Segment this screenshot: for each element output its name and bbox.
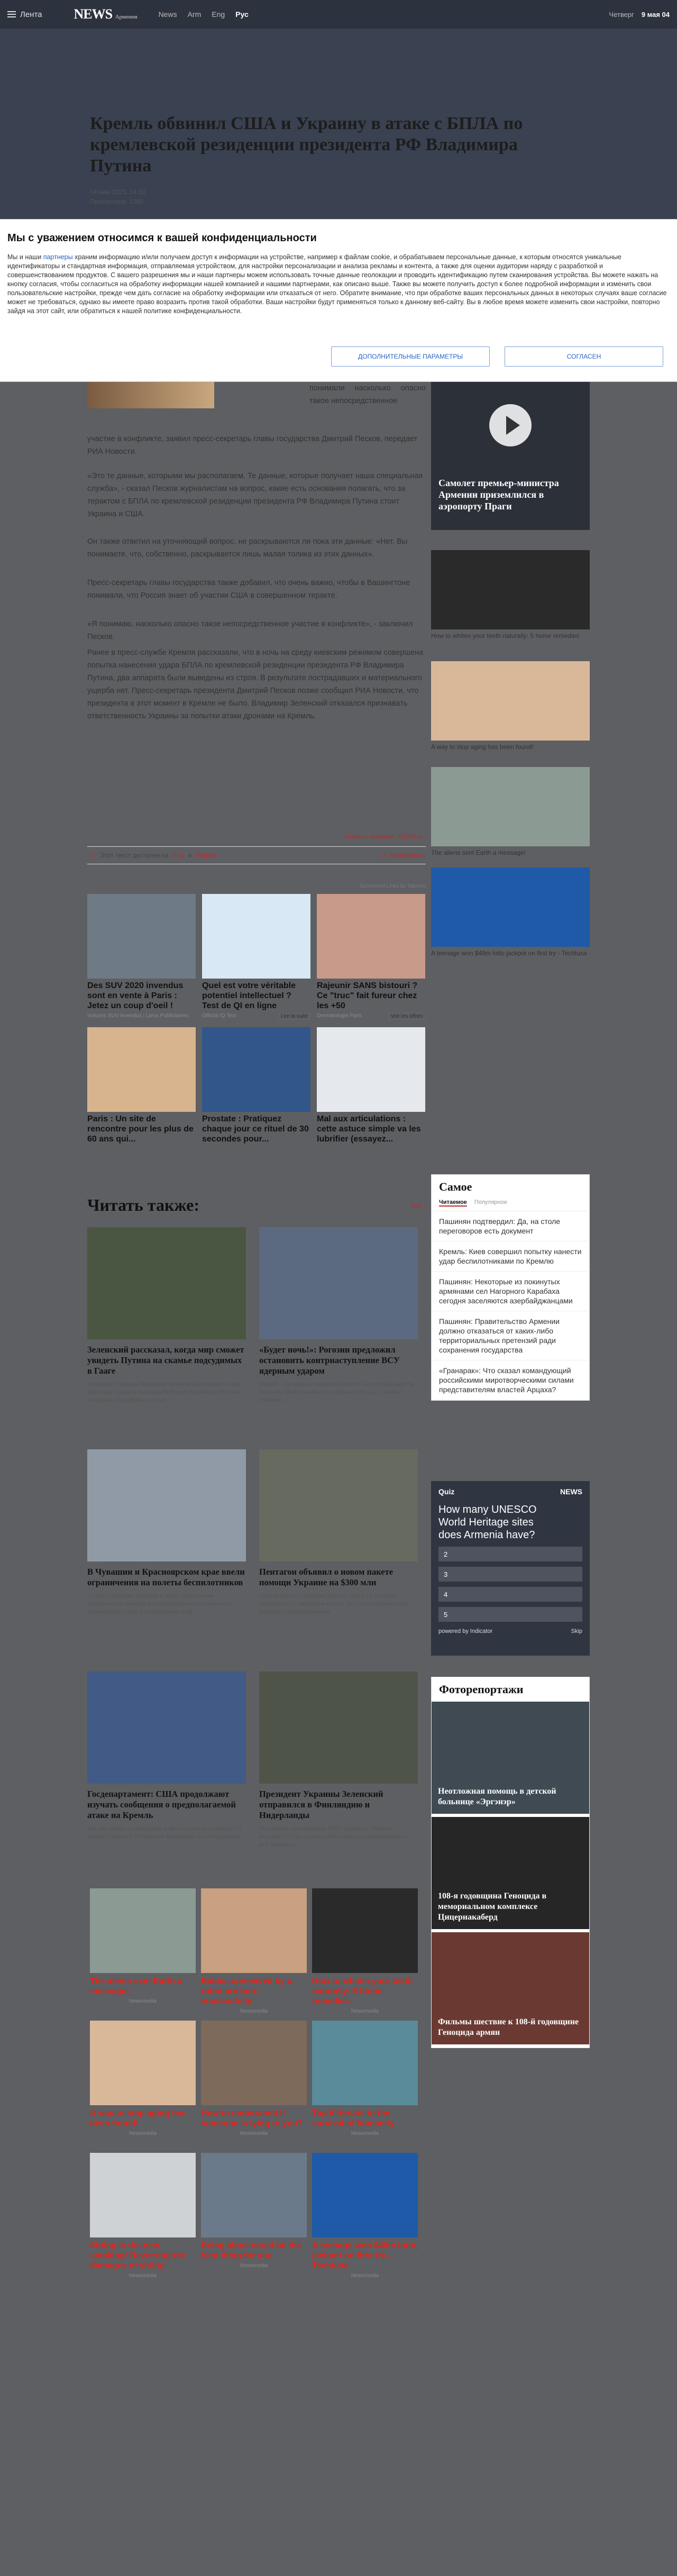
news-image (259, 1671, 418, 1784)
tab-most-read[interactable]: Читаемое (439, 1199, 467, 1205)
promo-card[interactable] (312, 2021, 418, 2136)
tab-popular[interactable]: Популярное (474, 1199, 507, 1205)
promo-image (90, 2021, 196, 2105)
ad-title: Paris : Un site de rencontre pour les plus de 60 ans qui... (87, 1115, 194, 1144)
ad-image (317, 894, 425, 979)
news-desc: Президент Украины Владимир Зеленский рассказал, когда мир может увидеть президента России Владимира Путина на скамье подсудимых в Гааге. (87, 1381, 240, 1403)
promo-image (90, 2153, 196, 2237)
top-navigation-bar (0, 0, 677, 29)
promo-image (312, 1888, 418, 1973)
photo-caption: Неотложная помощь в детской больнице «Эргэнэр» (438, 1787, 556, 1806)
promo-image (312, 2153, 418, 2237)
side-ad-image (431, 767, 590, 846)
promo-image (90, 1888, 196, 1973)
agree-button[interactable]: СОГЛАСЕН (505, 346, 663, 367)
news-card[interactable] (87, 1671, 246, 1841)
promo-title: Babies conceived by a robot are born successfully (201, 1977, 292, 2006)
news-image (259, 1227, 418, 1339)
ad-source-text: Official IQ Test (202, 1013, 236, 1019)
news-title: В Чувашии и Красноярском крае ввели ограничения на полеты беспилотников (87, 1567, 245, 1587)
article-source[interactable]: Новости Армении - NEWS.am (345, 834, 426, 840)
promo-source: Newsmedia (129, 1998, 157, 2004)
ad-title: Quel est votre véritable potentiel intellectuel ? Test de QI en ligne (202, 981, 296, 1010)
hamburger-icon (7, 11, 16, 17)
cookie-consent-dialog (0, 219, 677, 382)
quiz-brand: NEWS (560, 1487, 582, 1496)
news-desc: Мы, как сказал госсекретарь, и Вы относитесь ко всему, что говорит Кремль и Российская Федерация со скептицизмом. (87, 1825, 242, 1840)
promo-title: Being alone could be the best thing for you (201, 2241, 301, 2260)
site-logo[interactable] (74, 6, 138, 22)
promo-card[interactable] (90, 1888, 196, 2004)
news-image (87, 1671, 246, 1784)
ad-image (202, 894, 310, 979)
menu-toggle[interactable] (7, 10, 42, 19)
side-ad-title: How to whiten your teeth naturally: 5 home remedies (431, 632, 580, 640)
promo-card[interactable] (312, 1888, 418, 2014)
play-icon[interactable] (489, 404, 532, 446)
article-photo (87, 382, 214, 408)
promo-card[interactable] (312, 2153, 418, 2279)
side-ad[interactable] (431, 550, 590, 640)
page-number: 1 (415, 2245, 418, 2251)
print-label: Распечатать (389, 852, 426, 859)
side-ad[interactable] (431, 867, 590, 957)
ad-card[interactable] (202, 1027, 310, 1144)
lang-link-english[interactable]: English (196, 852, 217, 859)
side-ad-image (431, 867, 590, 947)
promo-image (201, 2021, 307, 2105)
promo-card[interactable] (90, 2153, 196, 2279)
date-label: 9 мая 04 (641, 10, 670, 19)
ad-source (317, 1013, 425, 1020)
arrow-right-icon: › (424, 1201, 426, 1209)
promo-source: Newsmedia (351, 2131, 379, 2136)
consent-buttons (331, 346, 663, 367)
photo-report[interactable] (432, 1817, 589, 1929)
popular-item[interactable]: «Гранарак»: Что сказал командующий российскими миротворческими силами представителям властей Арцаха? (432, 1360, 589, 1400)
news-image (87, 1449, 246, 1561)
promo-card[interactable] (201, 1888, 307, 2014)
language-nav (159, 10, 249, 19)
promo-card[interactable] (90, 2021, 196, 2136)
promo-source: Newsmedia (240, 2263, 268, 2269)
print-button[interactable] (381, 852, 426, 860)
promo-source: Newsmedia (129, 2131, 157, 2136)
photo-caption: Фильмы шествие к 108-й годовщине Геноцида армян (438, 2017, 579, 2037)
photo-report[interactable] (432, 1702, 589, 1814)
lang-text: Этот текст доступен на (100, 852, 169, 859)
ad-card[interactable] (317, 1027, 425, 1144)
news-desc: Соответствующие решения в целях обеспечения безопасности приняли антитеррористическая комиссия Красноярского края и оперативный штаб. (87, 1593, 232, 1615)
promo-card[interactable] (201, 2021, 307, 2136)
popular-item[interactable]: Пашинян подтвердил: Да, на столе переговоров есть документ (432, 1211, 589, 1241)
article-title: Кремль обвинил США и Украину в атаке с БПЛА по кремлевской резиденции президента РФ Владимира Путина (90, 114, 523, 176)
popular-tabs (432, 1199, 589, 1211)
side-ad-title: The aliens sent Earth a message! (431, 849, 526, 856)
promo-image (201, 2153, 307, 2237)
info-icon: ⓘ (89, 852, 96, 860)
popular-item[interactable]: Кремль: Киев совершил попытку нанести удар беспилотниками по Кремлю (432, 1241, 589, 1272)
promo-title: Sitting is the new smoking! Reversing the damages of sitting (90, 2241, 186, 2270)
photo-report[interactable] (432, 1932, 589, 2044)
quiz-skip-button[interactable]: Skip (571, 1628, 582, 1634)
partners-link[interactable]: партнеры (43, 253, 73, 261)
consent-text-body: храним информацию и/или получаем доступ к информации на устройстве, например к файлам cookie, и обрабатываем персональные данные, к которым относятся уникальные идентификаторы и стандартная информация, отправляемая устройством, для настройки персонализации и анализа рекламы и контента, а также для оценки аудитории наряду с разработкой и совершенствованием продуктов. С вашего разрешения мы и наши партнеры можем использовать точные данные геолокации и проводить идентификацию путем сканирования устройства. Вы можете нажать на кнопку согласия, чтобы согласиться на обработку информации нашей компанией и нашими партнерами, как описано выше. Также вы можете получить доступ к более подробной информации и изменить свои пользовательские настройки, прежде чем дать согласие на обработку информации или отказаться от него. Обратите внимание, что при обработке ваших персональных данных в некоторых случаях ваше согласие может не требоваться, однако вы имеете право возразить против такой обработки. Ваши настройки будут применяться только к данному веб-сайту. Вы в любое время можете изменить свои настройки, повторно зайдя на этот сайт, или обратиться к нашей политике конфиденциальности. (7, 253, 667, 315)
promo-title: How to understand if someone is lying to you? (201, 2109, 303, 2128)
promo-source: Newsmedia (129, 2273, 157, 2279)
news-title: Президент Украины Зеленский отправился в Финляндию и Нидерланды (259, 1789, 383, 1820)
article-date: 04 мая 2023, 14:30 (90, 188, 145, 196)
read-also-heading (87, 1195, 426, 1215)
ad-source (87, 1013, 196, 1019)
ad-image (317, 1027, 425, 1112)
popular-item[interactable]: Пашинян: Правительство Армении должно отказаться от каких-либо территориальных претензий ради сохранения государства (432, 1311, 589, 1360)
article-paragraph: «Я понимаю, насколько опасно такое непосредственное участие в конфликте», - заключил Песков. (87, 620, 413, 641)
article-body (87, 382, 426, 858)
quiz-option[interactable]: 3 (438, 1567, 582, 1582)
news-title: «Будет ночь!»: Рогозин предложил остановить контрнаступление ВСУ ядерным ударом (259, 1345, 400, 1376)
language-availability-bar (87, 846, 426, 864)
all-link-label: Все (410, 1201, 422, 1209)
side-ad-image (431, 550, 590, 629)
consent-text (7, 253, 669, 316)
photo-reports-widget (431, 1677, 590, 2048)
ad-title: Prostate : Pratiquez chaque jour ce rituel de 30 secondes pour... (202, 1115, 309, 1144)
sponsored-grid (87, 894, 426, 1144)
ad-cta-button[interactable]: Voir les offres (388, 1013, 425, 1020)
ad-card[interactable] (202, 894, 310, 1020)
promo-source: Newsmedia (351, 2008, 379, 2014)
article-paragraph: Он также ответил на уточняющий вопрос, не раскрываются ли пока эти данные: «Нет. Вы понимаете, что, собственно, раскрывается лишь малая толика из этих данных». (87, 537, 408, 559)
promo-title: A way to stop aging has been found! (90, 2109, 187, 2128)
consent-title: Мы с уважением относимся к вашей конфиденциальности (7, 232, 317, 244)
print-icon: ⎙ (381, 851, 386, 859)
news-desc: Второй – так один из вариантов ответа, на который надо бы получить ответ за многие последние месяцы, – такими словами... (259, 1381, 415, 1403)
photo-caption: 108-я годовщина Геноцида в мемориальном комплексе Цицернакаберд (438, 1892, 547, 1922)
logo-subtitle: Армения (115, 14, 138, 20)
nav-rus[interactable]: Рус (235, 10, 249, 19)
ad-title: Des SUV 2020 invendus sont en vente à Paris : Jetez un coup d'oeil ! (87, 981, 184, 1010)
article-float-text: понимали насколько опасно такое непосредственное (309, 384, 426, 405)
quiz-header (438, 1487, 582, 1496)
ad-card[interactable] (317, 894, 425, 1020)
news-title: Зеленский рассказал, когда мир сможет увидеть Путина на скамье подсудимых в Гааге (87, 1345, 244, 1376)
read-also-section (87, 1195, 426, 1215)
quiz-option[interactable]: 2 (438, 1547, 582, 1561)
popular-title: Самое (439, 1180, 472, 1193)
news-card[interactable] (259, 1671, 418, 1849)
news-card[interactable] (259, 1227, 418, 1404)
article-paragraph: участие в конфликте, заявил пресс-секретарь главы государства Дмитрий Песков, передает РИА Новости. (87, 435, 418, 456)
ad-source-text: Voitures SUV Invendus | Liens Publicitaires (87, 1013, 189, 1019)
promo-title: Top 6 threats to the survival of humanity (312, 2109, 395, 2128)
news-card[interactable] (259, 1449, 418, 1616)
quiz-question: How many UNESCO World Heritage sites does Armenia have? (438, 1504, 537, 1541)
article-views: Просмотров: 1280 (90, 198, 144, 205)
news-desc: США впервые отправляют ракеты Hydra-70, которые запускаются с самолетов и могут быть использованы для ведущей подразделениями. (259, 1593, 408, 1615)
promo-card[interactable] (201, 2153, 307, 2269)
side-ad[interactable] (431, 767, 590, 857)
promo-title: The aliens sent Earth a message! (90, 1977, 182, 1996)
ad-cta-button[interactable]: Lire la suite (278, 1013, 310, 1020)
promo-source: Newsmedia (240, 2008, 268, 2014)
consent-text-start: Мы и наши (7, 253, 42, 261)
side-ad[interactable] (431, 661, 590, 751)
news-title: Пентагон объявил о новом пакете помощи Украине на $300 млн (259, 1567, 394, 1587)
read-also-all-link[interactable] (411, 1202, 426, 1209)
ad-image (202, 1027, 310, 1112)
article-paragraph: «Это те данные, которыми мы располагаем. Те данные, которые получает наша специальная служба», - сказал Песков журналистам на вопрос, какие есть основания полагать, что за терактом с БПЛА по кремлевской резиденции президента РФ Владимира Путина стоит Украина и США. (87, 472, 423, 518)
ad-source-text: Dermatologie Paris (317, 1013, 362, 1019)
ad-image (87, 1027, 196, 1112)
popular-item[interactable]: Пашинян: Некоторые из покинутых армянами сел Нагорного Карабаха сегодня заселяются азербайджанцами (432, 1272, 589, 1311)
promo-image (312, 2021, 418, 2105)
quiz-footer (438, 1628, 582, 1634)
article-header (0, 29, 677, 219)
promo-source: Newsmedia (351, 2273, 379, 2279)
quiz-powered: powered by Indicator (438, 1628, 493, 1634)
logo-text: NEWS (74, 6, 113, 22)
popular-widget (431, 1174, 590, 1401)
news-image (87, 1227, 246, 1339)
nav-arm[interactable]: Arm (187, 10, 202, 19)
news-image (259, 1449, 418, 1561)
side-ad-title: A teenage won $48m lotto jackpot on first try - Techtusa (431, 949, 587, 957)
promo-title: How to whiten your teeth naturally: 5 home remedies (312, 1977, 413, 2006)
ad-source (202, 1013, 310, 1020)
news-title: Госдепартамент: США продолжают изучать сообщения о предполагаемой атаке на Кремль (87, 1789, 236, 1820)
menu-label: Лента (20, 10, 42, 19)
quiz-label: Quiz (438, 1487, 455, 1496)
lang-link-eng[interactable]: Eng (172, 852, 184, 859)
ad-title: Mal aux articulations : cette astuce simple va les lubrifier (essayez... (317, 1115, 421, 1144)
side-ad-image (431, 661, 590, 741)
ad-card[interactable] (87, 1027, 196, 1144)
article-paragraph: Пресс-секретарь главы государства также добавил, что очень важно, чтобы в Вашингтоне понимали, что Россия знает об участии США в совершенном теракте. (87, 579, 410, 600)
news-card[interactable] (87, 1227, 246, 1404)
ad-card[interactable] (87, 894, 196, 1020)
lang-and: и (188, 852, 192, 859)
side-ad-title: A way to stop aging has been found! (431, 743, 534, 751)
sponsored-label[interactable]: Sponsored Links by Taboola (359, 883, 426, 889)
weekday-label: Четверг (609, 10, 634, 19)
quiz-widget (431, 1481, 590, 1656)
quiz-option[interactable]: 4 (438, 1587, 582, 1602)
article-meta (90, 187, 145, 206)
date-display (609, 11, 670, 19)
article-paragraph: Ранее в пресс-службе Кремля рассказали, что в ночь на среду киевским режимом совершена попытка нанесения удара БПЛА по кремлевской резиденции президента РФ Владимира Путина, два аппарата были выведены из строя. В результате пострадавших и материального ущерба нет. Пресс-секретарь президента Дмитрий Песков позже сообщил РИА Новости, что президента в этот момент в Кремле не было. Владимир Зеленский отказался признавать ответственность Украины за попытки атаки дронами на Кремль. (87, 648, 424, 720)
nav-eng[interactable]: Eng (212, 10, 225, 19)
promo-source: Newsmedia (240, 2131, 268, 2136)
news-desc: По данным телекомпании NOS, президент Украины выступит в Гааге с речью «Нет мира без справедливости для Украины». (259, 1825, 407, 1848)
news-card[interactable] (87, 1449, 246, 1616)
video-widget[interactable] (431, 382, 590, 530)
more-options-button[interactable]: ДОПОЛНИТЕЛЬНЫЕ ПАРАМЕТРЫ (331, 346, 490, 367)
video-caption: Самолет премьер-министра Армении приземлился в аэропорту Праги (438, 478, 559, 511)
quiz-option[interactable]: 5 (438, 1607, 582, 1622)
photos-title: Фоторепортажи (439, 1683, 524, 1696)
promo-image (201, 1888, 307, 1973)
ad-image (87, 894, 196, 979)
read-also-title: Читать также: (87, 1195, 200, 1214)
nav-news[interactable]: News (158, 10, 177, 19)
ad-title: Rajeunir SANS bistouri ? Ce "truc" fait fureur chez les +50 (317, 981, 418, 1010)
promo-title: A teenage won $48m lotto jackpot on first try - Techtusa (312, 2241, 416, 2270)
